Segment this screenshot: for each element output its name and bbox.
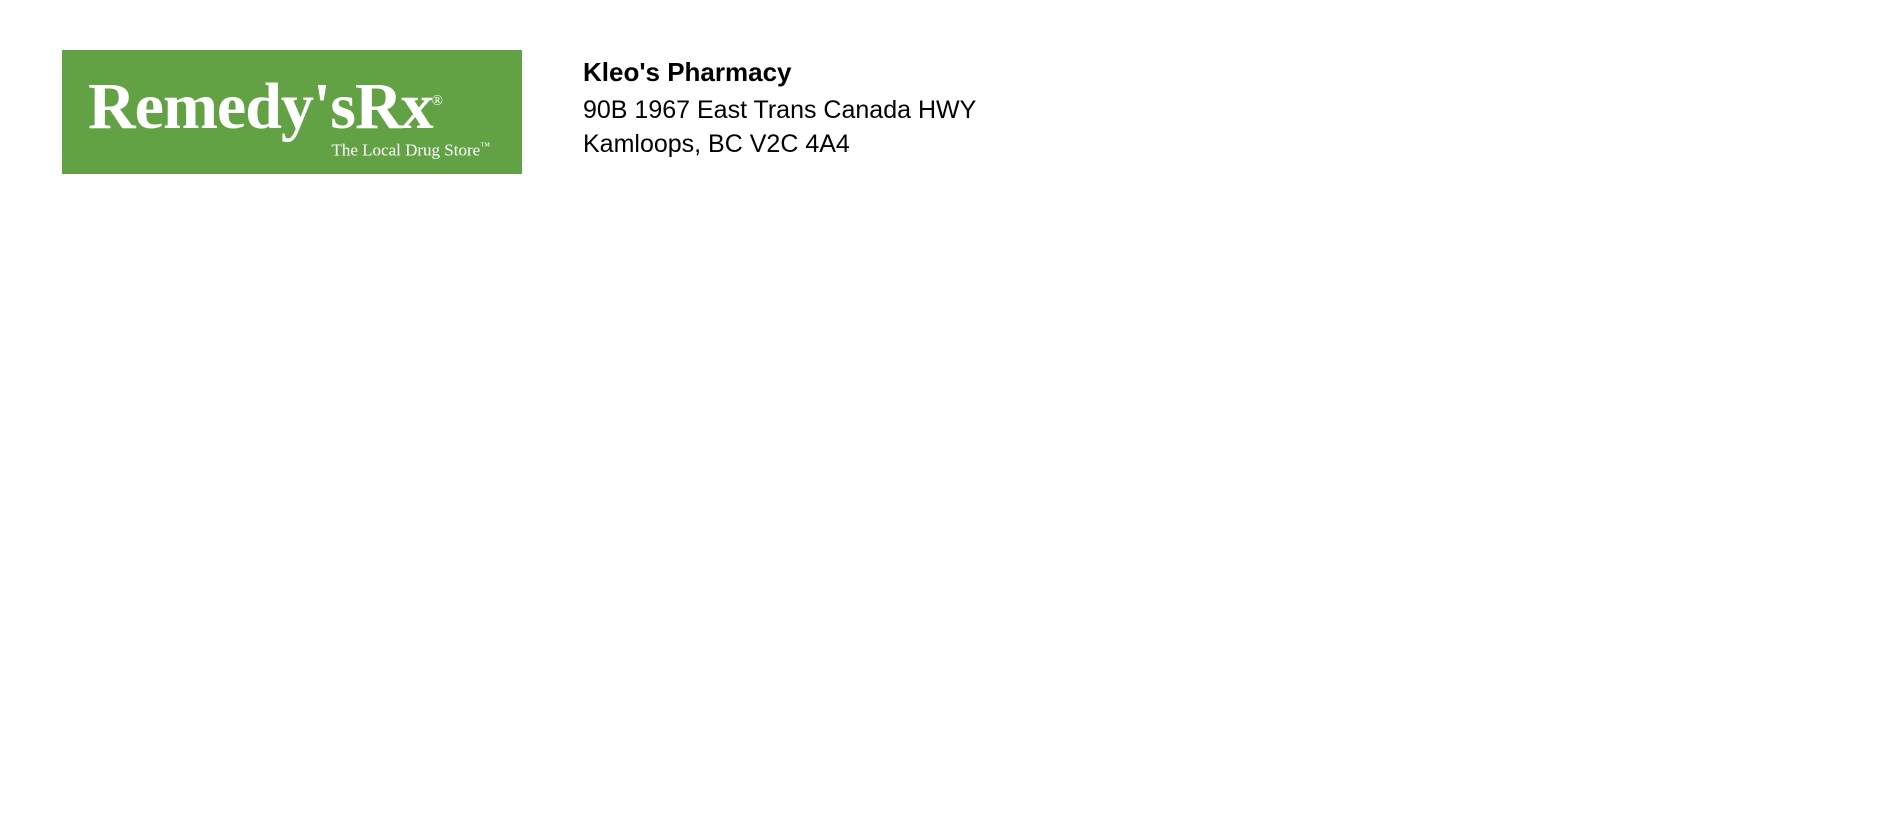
logo-brand-primary: Remedy's [88, 70, 355, 143]
registered-trademark-icon: ® [431, 93, 444, 109]
pharmacy-name: Kleo's Pharmacy [583, 57, 792, 87]
pharmacy-address-block [583, 55, 1283, 161]
address-line-street: 90B 1967 East Trans Canada HWY [583, 96, 977, 124]
logo-brand-secondary: Rx [354, 70, 432, 143]
trademark-icon: ™ [480, 141, 490, 152]
remedysrx-logo [62, 50, 522, 174]
address-line-city: Kamloops, BC V2C 4A4 [583, 130, 850, 158]
logo-tagline [331, 138, 490, 160]
logo-tagline-text: The Local Drug Store [331, 140, 481, 160]
logo-wordmark [88, 68, 444, 143]
